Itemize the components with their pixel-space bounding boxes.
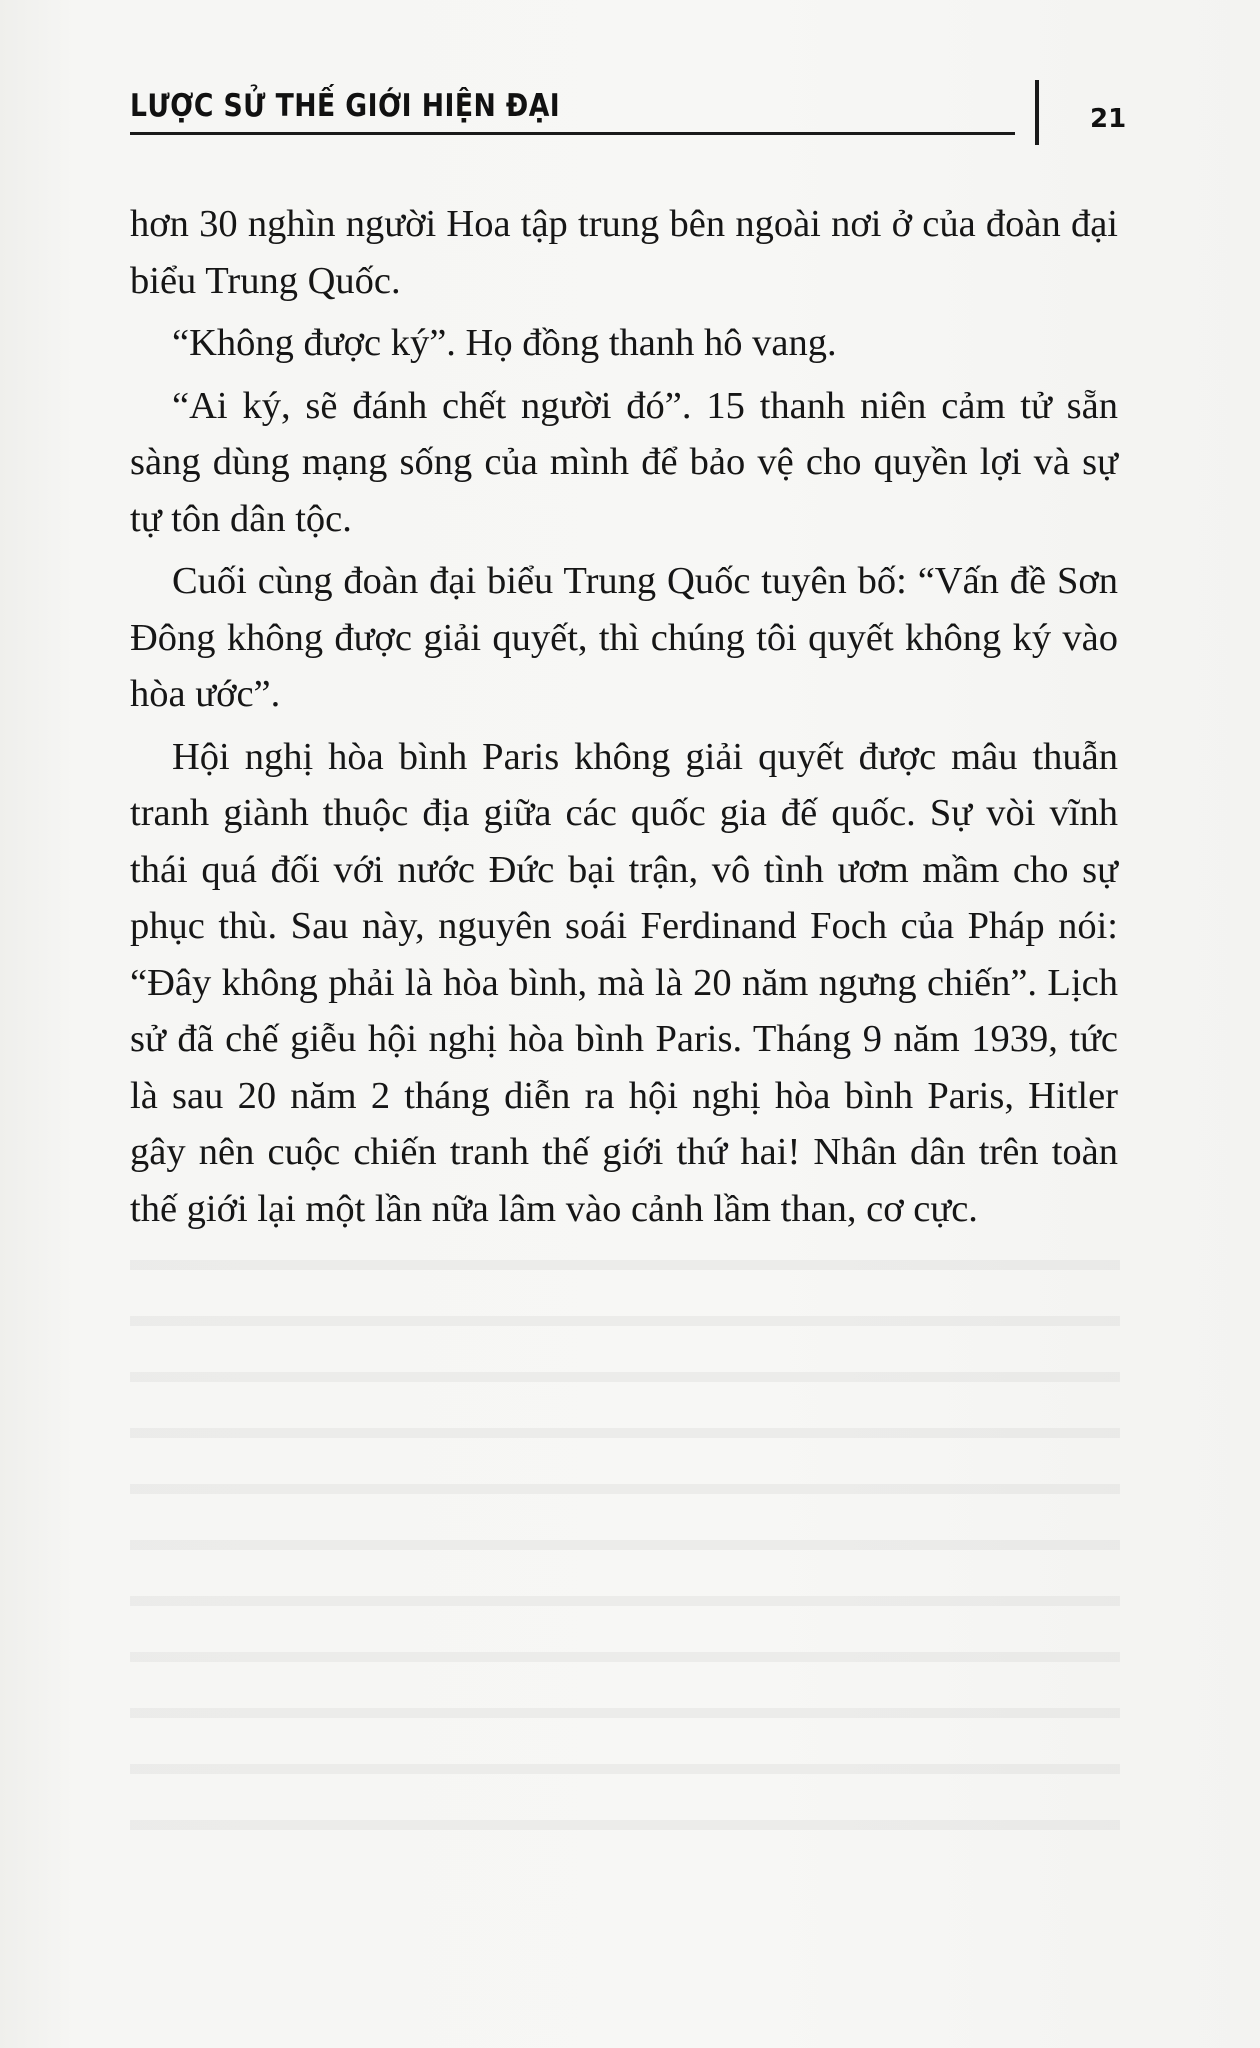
paragraph: hơn 30 nghìn người Hoa tập trung bên ngoài nơi ở của đoàn đại biểu Trung Quốc. — [130, 203, 1118, 302]
running-title: LƯỢC SỬ THẾ GIỚI HIỆN ĐẠI — [130, 88, 561, 124]
header-divider — [1035, 80, 1039, 145]
paragraph: “Không được ký”. Họ đồng thanh hô vang. — [172, 322, 837, 364]
body-text — [130, 196, 1118, 1243]
running-header — [130, 88, 1030, 138]
paragraph: Hội nghị hòa bình Paris không giải quyết được mâu thuẫn tranh giành thuộc địa giữa các quốc gia đế quốc. Sự vòi vĩnh thái quá đối với nước Đức bại trận, vô tình ươm mầm cho sự phục thù. Sau này, nguyên soái Ferdinand Foch của Pháp nói: “Đây không phải là hòa bình, mà là 20 năm ngưng chiến”. Lịch sử đã chế giễu hội nghị hòa bình Paris. Tháng 9 năm 1939, tức là sau 20 năm 2 tháng diễn ra hội nghị hòa bình Paris, Hitler gây nên cuộc chiến tranh thế giới thứ hai! Nhân dân trên toàn thế giới lại một lần nữa lâm vào cảnh lầm than, cơ cực. — [130, 735, 1118, 1230]
paragraph: “Ai ký, sẽ đánh chết người đó”. 15 thanh niên cảm tử sẵn sàng dùng mạng sống của mình để bảo vệ cho quyền lợi và sự tự tôn dân tộc. — [130, 384, 1118, 540]
header-rule — [130, 132, 1015, 135]
page-number: 21 — [1090, 104, 1127, 134]
show-through-texture — [130, 1230, 1120, 1870]
paragraph: Cuối cùng đoàn đại biểu Trung Quốc tuyên bố: “Vấn đề Sơn Đông không được giải quyết, thì chúng tôi quyết không ký vào hòa ước”. — [130, 560, 1118, 715]
